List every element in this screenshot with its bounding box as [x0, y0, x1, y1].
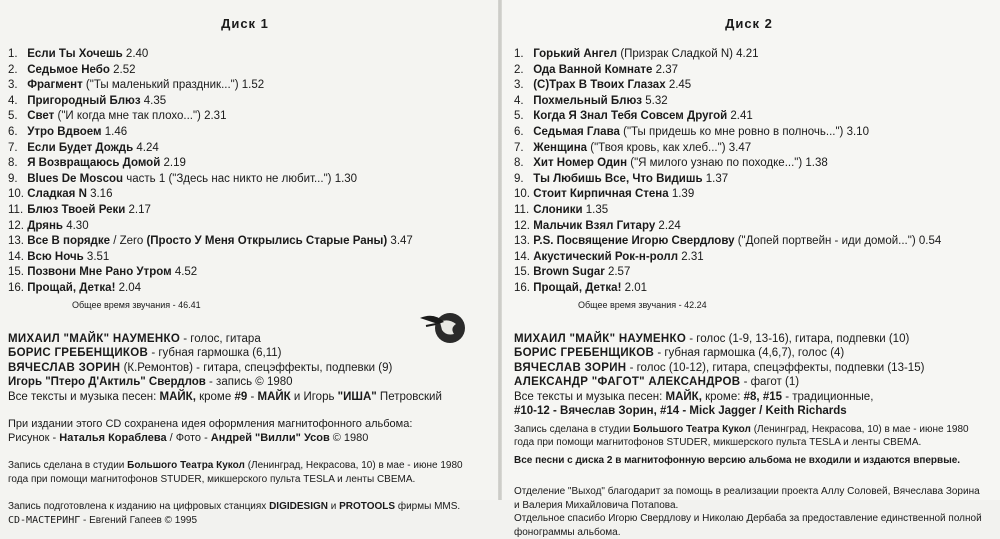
disc2-track: 10. Стоит Кирпичная Стена 1.39: [514, 188, 695, 201]
disc2-track: 4. Похмельный Блюз 5.32: [514, 94, 668, 107]
disc2-panel: [502, 0, 1000, 538]
disc1-tracklist: [8, 47, 482, 297]
credit-line: БОРИС ГРЕБЕНЩИКОВ - губная гармошка (4,6,7), голос (4): [514, 347, 845, 359]
thanks-note: Отделение "Выход" благодарит за помощь в реализации проекта Аллу Соловей, Вячеслава Зорина и Валерия Михайловича Потапова.: [514, 486, 980, 511]
disc1-credits: [8, 332, 482, 405]
disc1-track: 13. Все В порядке / Zero (Просто У Меня Открылись Старые Раны) 3.47: [8, 235, 413, 248]
lyrics-line: Все тексты и музыка песен: МАЙК, кроме #9 - МАЙК и Игорь "ИША" Петровский: [8, 390, 442, 403]
recording-note: Запись сделана в студии Большого Театра Кукол (Ленинград, Некрасова, 10) в мае - июне 1980 года при помощи магнитофонов STUDER, микшерского пульта TESLA и ленты СВЕМА.: [8, 460, 463, 485]
disc2-tracklist: [514, 47, 984, 297]
disc2-track: 14. Акустический Рок-н-ролл 2.31: [514, 250, 704, 263]
credit-line: МИХАИЛ "МАЙК" НАУМЕНКО - голос, гитара: [8, 332, 261, 345]
credit-line: ВЯЧЕСЛАВ ЗОРИН (К.Ремонтов) - гитара, спецэффекты, подпевки (9): [8, 361, 393, 374]
disc2-track: 16. Прощай, Детка! 2.01: [514, 281, 648, 294]
disc2-total-time: Общее время звучания - 42.24: [578, 299, 707, 310]
disc2-track: 1. Горький Ангел (Призрак Сладкой N) 4.21: [514, 48, 759, 60]
disc2-track: 3. (С)Трах В Твоих Глазах 2.45: [514, 79, 692, 92]
disc2-track: 2. Ода Ванной Комнате 2.37: [514, 63, 678, 76]
disc1-track: 6. Утро Вдвоем 1.46: [8, 125, 128, 138]
disc1-track: 15. Позвони Мне Рано Утром 4.52: [8, 266, 198, 279]
disc1-track: 16. Прощай, Детка! 2.04: [8, 281, 142, 294]
credit-line: Игорь "Птеро Д'Актиль" Свердлов - запись © 1980: [8, 376, 293, 388]
disc1-track: 4. Пригородный Блюз 4.35: [8, 94, 167, 107]
lyrics-line: Все тексты и музыка песен: МАЙК, кроме: #8, #15 - традиционные,: [514, 390, 874, 403]
disc2-track: 11. Слоники 1.35: [514, 203, 609, 216]
disc2-track: 8. Хит Номер Один ("Я милого узнаю по походке...") 1.38: [514, 157, 828, 170]
credit-line: БОРИС ГРЕБЕНЩИКОВ - губная гармошка (6,11): [8, 347, 282, 359]
disc1-track: 12. Дрянь 4.30: [8, 219, 89, 232]
disc1-track: 3. Фрагмент ("Ты маленький праздник...") 1.52: [8, 79, 265, 92]
disc1-track: 9. Blues De Moscou часть 1 ("Здесь нас никто не любит...") 1.30: [8, 172, 358, 185]
bird-globe-illustration: [418, 306, 472, 348]
disc1-track: 10. Сладкая N 3.16: [8, 188, 113, 201]
disc2-track: 5. Когда Я Знал Тебя Совсем Другой 2.41: [514, 110, 753, 123]
disc2-track: 6. Седьмая Глава ("Ты придешь ко мне ровно в полночь...") 3.10: [514, 125, 869, 138]
disc2-track: 13. P.S. Посвящение Игорю Свердлову ("Допей портвейн - иди домой...") 0.54: [514, 235, 942, 248]
disc2-track: 9. Ты Любишь Все, Что Видишь 1.37: [514, 172, 729, 185]
disc2-track: 12. Мальчик Взял Гитару 2.24: [514, 219, 681, 232]
disc1-track: 7. Если Будет Дождь 4.24: [8, 141, 159, 154]
design-note: При издании этого CD сохранена идея оформления магнитофонного альбома: Рисунок - Наталья Кораблева / Фото - Андрей "Вилли" Усов © 1980: [8, 418, 413, 444]
disc1-track: 11. Блюз Твоей Реки 2.17: [8, 203, 151, 216]
disc1-track: 5. Свет ("И когда мне так плохо...") 2.31: [8, 110, 227, 123]
lyrics-line: #10-12 - Вячеслав Зорин, #14 - Mick Jagger / Keith Richards: [514, 405, 847, 417]
disc1-track: 2. Седьмое Небо 2.52: [8, 63, 136, 76]
credit-line: МИХАИЛ "МАЙК" НАУМЕНКО - голос (1-9, 13-16), гитара, подпевки (10): [514, 332, 910, 345]
recording-note: Запись сделана в студии Большого Театра Кукол (Ленинград, Некрасова, 10) в мае - июне 1980 года при помощи магнитофонов STUDER, микшерского пульта TESLA и ленты СВЕМА.: [514, 423, 969, 448]
disc2-track: 7. Женщина ("Твоя кровь, как хлеб...") 3.47: [514, 141, 752, 154]
disc1-panel: [0, 0, 498, 526]
disc1-track: 1. Если Ты Хочешь 2.40: [8, 48, 149, 60]
mastering-note: Запись подготовлена к изданию на цифровых станциях DIGIDESIGN и PROTOOLS фирмы MMS. CD-MACTEPИНГ - Евгений Гапеев © 1995: [8, 501, 461, 526]
disc2-title: Диск 2: [725, 16, 773, 31]
credit-line: АЛЕКСАНДР "ФАГОТ" АЛЕКСАНДРОВ - фагот (1): [514, 376, 800, 388]
disc2-track: 15. Brown Sugar 2.57: [514, 266, 631, 279]
special-thanks-note: Отдельное спасибо Игорю Свердлову и Николаю Дербаба за предоставление единственной полной фонограммы альбома.: [514, 513, 982, 538]
disc2-credits: [514, 332, 984, 419]
disc1-track: 14. Всю Ночь 3.51: [8, 250, 110, 263]
disc1-title: Диск 1: [221, 16, 269, 31]
disc1-track: 8. Я Возвращаюсь Домой 2.19: [8, 157, 186, 170]
first-release-note: Все песни с диска 2 в магнитофонную версию альбома не входили и издаются впервые.: [514, 454, 961, 466]
disc1-total-time: Общее время звучания - 46.41: [72, 299, 201, 310]
cd-mastering-logo: CD-MACTEPИНГ: [8, 514, 81, 526]
credit-line: ВЯЧЕСЛАВ ЗОРИН - голос (10-12), гитара, спецэффекты, подпевки (13-15): [514, 361, 925, 374]
